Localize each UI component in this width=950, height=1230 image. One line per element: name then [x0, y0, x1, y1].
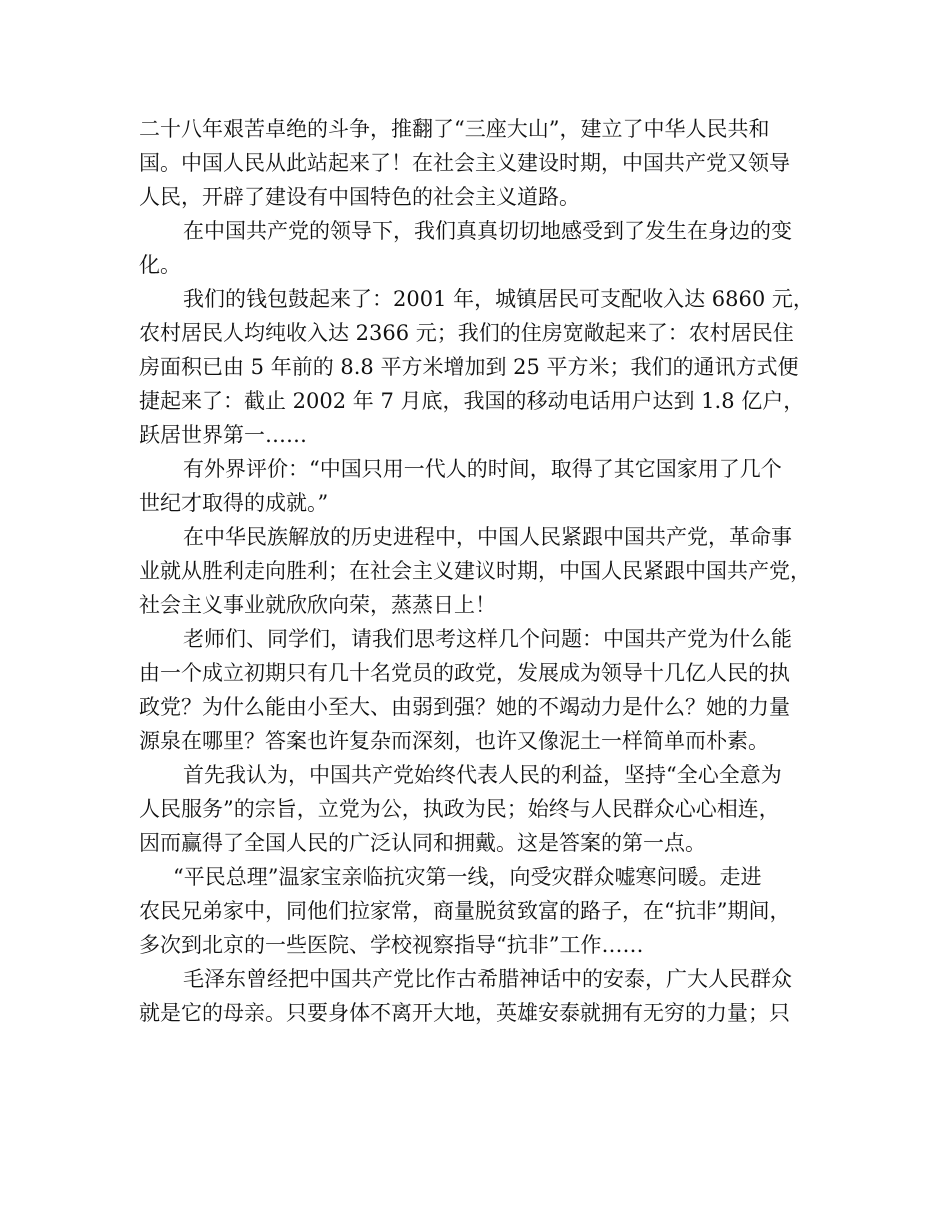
text-line: 就是它的母亲。只要身体不离开大地，英雄安泰就拥有无穷的力量；只 [139, 1001, 790, 1025]
paragraph-first-line: 毛泽东曾经把中国共产党比作古希腊神话中的安泰，广大人民群众 [183, 967, 792, 991]
text-line: 社会主义事业就欣欣向荣，蒸蒸日上！ [139, 593, 496, 617]
paragraph-first-line: 在中华民族解放的历史进程中，中国人民紧跟中国共产党，革命事 [183, 525, 792, 549]
body-text [139, 112, 819, 1030]
text-line: 源泉在哪里？答案也许复杂而深刻，也许又像泥土一样简单而朴素。 [139, 729, 769, 753]
text-line: 因而赢得了全国人民的广泛认同和拥戴。这是答案的第一点。 [139, 831, 706, 855]
paragraph-first-line: 有外界评价：“中国只用一代人的时间，取得了其它国家用了几个 [183, 457, 782, 481]
paragraph-first-line: 老师们、同学们，请我们思考这样几个问题：中国共产党为什么能 [183, 627, 792, 651]
text-line: 化。 [139, 253, 181, 277]
paragraph-first-line: 在中国共产党的领导下，我们真真切切地感受到了发生在身边的变 [183, 219, 792, 243]
text-line: 农民兄弟家中，同他们拉家常，商量脱贫致富的路子，在“抗非”期间， [139, 899, 791, 923]
paragraph-first-line: “平民总理”温家宝亲临抗灾第一线，向受灾群众嘘寒问暖。走进 [173, 865, 762, 889]
text-line: 人民服务”的宗旨，立党为公，执政为民；始终与人民群众心心相连， [139, 797, 780, 821]
text-line: 二十八年艰苦卓绝的斗争，推翻了“三座大山”，建立了中华人民共和 [139, 117, 770, 141]
text-line: 农村居民人均纯收入达 2366 元；我们的住房宽敞起来了：农村居民住 [139, 321, 794, 345]
text-line: 捷起来了：截止 2002 年 7 月底，我国的移动电话用户达到 1.8 亿户， [139, 389, 805, 413]
text-line: 政党？为什么能由小至大、由弱到强？她的不竭动力是什么？她的力量 [139, 695, 790, 719]
text-line: 人民，开辟了建设有中国特色的社会主义道路。 [139, 185, 580, 209]
text-line: 多次到北京的一些医院、学校视察指导“抗非”工作…… [139, 933, 644, 957]
text-line: 由一个成立初期只有几十名党员的政党，发展成为领导十几亿人民的执 [139, 661, 790, 685]
paragraph-first-line: 我们的钱包鼓起来了：2001 年，城镇居民可支配收入达 6860 元， [183, 287, 814, 311]
text-line: 跃居世界第一…… [139, 423, 307, 447]
text-line: 房面积已由 5 年前的 8.8 平方米增加到 25 平方米；我们的通讯方式便 [139, 355, 799, 379]
text-line: 国。中国人民从此站起来了！在社会主义建设时期，中国共产党又领导 [139, 151, 790, 175]
text-line: 世纪才取得的成就。” [139, 491, 329, 515]
text-line: 业就从胜利走向胜利；在社会主义建议时期，中国人民紧跟中国共产党， [139, 559, 811, 583]
paragraph-first-line: 首先我认为，中国共产党始终代表人民的利益，坚持“全心全意为 [183, 763, 782, 787]
